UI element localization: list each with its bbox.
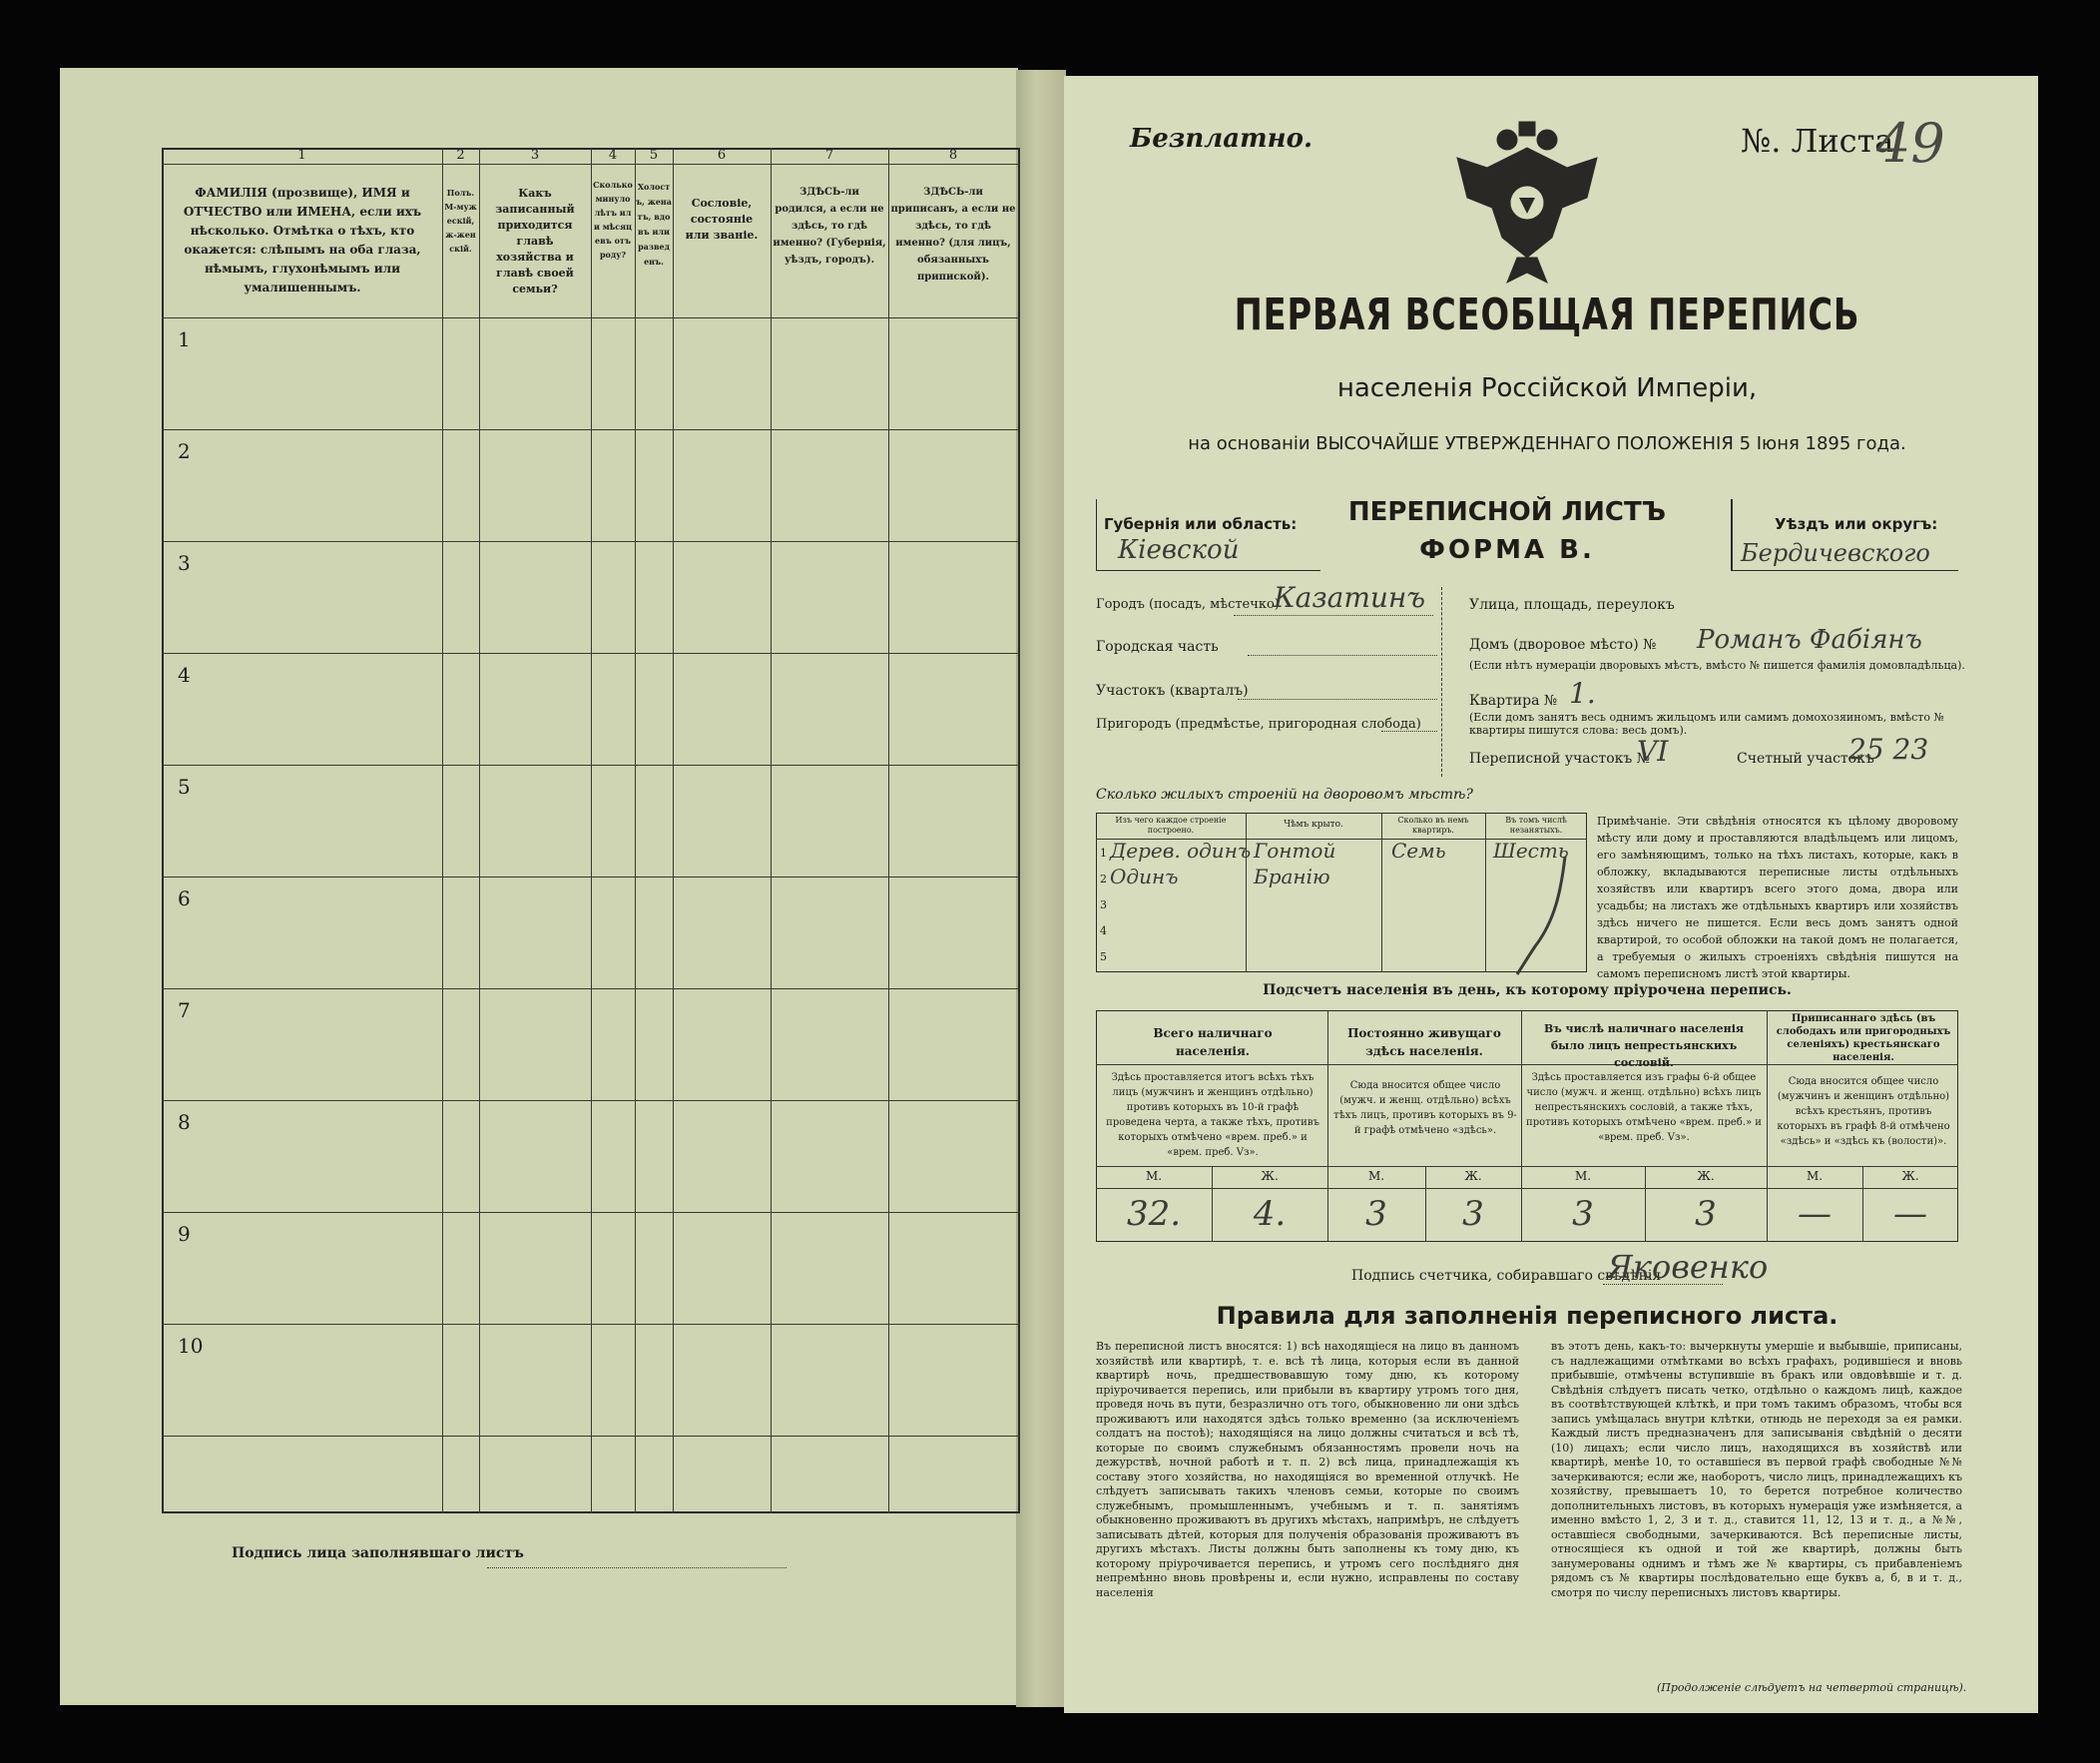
col-header-age: Сколько минуло лѣтъ или мѣсяцевъ отъ роду?	[593, 180, 633, 260]
pop-mz-line	[1096, 1166, 1958, 1167]
dom-note: (Если нѣтъ нумераціи дворовыхъ мѣстъ, вмѣсто № пишется фамилія домовладѣльца).	[1469, 659, 1965, 672]
col-number: 6	[717, 148, 727, 163]
pop-note: Здѣсь проставляется изъ графы 6-й общее число (мужч. и женщ. отдѣльно) всѣхъ лицъ непрестьянскихъ сословій, а также тѣхъ, противъ которыхъ отмѣчено «врем. преб.» и «врем. преб. Vз».	[1526, 1072, 1762, 1143]
ulitsa-label: Улица, площадь, переулокъ	[1469, 597, 1675, 613]
building-col-line	[1246, 813, 1247, 972]
address-line	[1248, 655, 1437, 656]
row-separator	[162, 765, 1020, 766]
pop-sex-label: Ж.	[1901, 1169, 1919, 1183]
col-header-registration: ЗДѢСЬ-ли приписанъ, а если не здѣсь, то гдѣ именно? (для лицъ, обязанныхъ припиской).	[890, 187, 1016, 283]
podschet-title: Подсчетъ населенія въ день, къ которому пріурочена перепись.	[1263, 982, 1792, 998]
dom-label: Домъ (дворовое мѣсто) №	[1469, 637, 1657, 653]
col-number: 5	[649, 148, 659, 163]
building-material: Одинъ	[1110, 865, 1179, 888]
col-number: 8	[948, 148, 958, 163]
col-line-4	[635, 148, 636, 1513]
vacant-strike-mark	[1495, 851, 1575, 980]
pop-value: —	[1798, 1194, 1832, 1234]
guberniya-value: Кіевской	[1118, 535, 1240, 565]
col-line-3	[591, 148, 592, 1513]
building-row-number: 1	[1100, 847, 1107, 860]
address-line	[1238, 699, 1437, 700]
col-number: 3	[530, 148, 540, 163]
pop-header: Въ числѣ наличнаго населенія было лицъ непрестьянскихъ сословій.	[1543, 1022, 1744, 1069]
building-apartments: Семь	[1391, 839, 1446, 863]
row-separator	[162, 1324, 1020, 1325]
pop-value: 3	[1572, 1194, 1594, 1234]
col-line-7	[888, 148, 889, 1513]
row-number: 5	[178, 775, 191, 799]
pop-mz-line-2	[1096, 1188, 1958, 1189]
address-line	[1381, 731, 1437, 732]
rules-title: Правила для заполненія переписного листа.	[1216, 1302, 1838, 1330]
col-header-relation: Какъ записанный приходится главѣ хозяйства и главѣ своей семьи?	[495, 187, 575, 295]
building-roof: Гонтой	[1254, 839, 1336, 863]
building-note: Примѣчаніе. Эти свѣдѣнія относятся къ цѣлому дворовому мѣсту или дому и проставляются владѣльцемъ или лицомъ, его замѣняющимъ, только на тѣхъ листахъ, которые, какъ в обложку, вкладываются переписные листы отдѣльныхъ хозяйствъ или квартиръ всего этого дома, двора или усадьбы; на листахъ же отдѣльныхъ квартиръ или хозяйствъ здѣсь ничего не пишется. Если весь домъ занятъ одной квартирой, то особой обложки на такой домъ не полагается, а требуемыя о жилыхъ строеніяхъ свѣдѣнія пишутся на самомъ переписномъ листѣ этой квартиры.	[1597, 815, 1958, 980]
row-separator	[162, 1100, 1020, 1101]
schetny-label: Счетный участокъ	[1737, 751, 1874, 767]
dom-value: Романъ Фабіянъ	[1697, 625, 1922, 655]
pop-value: 3	[1365, 1194, 1387, 1234]
row-number: 9	[178, 1222, 191, 1246]
building-material: Дерев. одинъ	[1110, 839, 1252, 863]
person-signature-label: Подпись лица заполнявшаго листъ	[232, 1545, 524, 1561]
building-vacant: Шесть	[1493, 839, 1569, 863]
pop-note: Сюда вносится общее число (мужч. и женщ. отдѣльно) всѣхъ тѣхъ лицъ, противъ которыхъ въ 9-й графѣ отмѣчено «здѣсь».	[1333, 1080, 1517, 1136]
col-line-2	[479, 148, 480, 1513]
pop-header: Постоянно живущаго здѣсь населенія.	[1347, 1026, 1501, 1058]
census-title: ПЕРВАЯ ВСЕОБЩАЯ ПЕРЕПИСЬ	[1234, 290, 1860, 340]
address-divider	[1441, 587, 1442, 777]
pop-value: 32.	[1126, 1194, 1182, 1234]
pop-value: —	[1893, 1194, 1927, 1234]
col-line-6	[771, 148, 772, 1513]
form-title: ПЕРЕПИСНОЙ ЛИСТЪ	[1347, 497, 1667, 527]
row-number: 3	[178, 551, 191, 575]
building-col-line	[1485, 813, 1486, 972]
address-line	[1234, 615, 1433, 616]
gorod-label: Городъ (посадъ, мѣстечко)	[1096, 597, 1280, 612]
row-separator	[162, 988, 1020, 989]
building-row-number: 2	[1100, 873, 1107, 885]
uezd-label: Уѣздъ или округъ:	[1775, 515, 1938, 533]
sheet-number-label: №. Листа	[1741, 122, 1894, 160]
imperial-eagle-emblem	[1447, 118, 1607, 288]
guberniya-label: Губернія или область:	[1104, 515, 1298, 533]
row-number: 10	[178, 1334, 204, 1358]
col-number: 4	[608, 148, 618, 163]
pop-sex-label: М.	[1574, 1169, 1592, 1183]
row-separator	[162, 541, 1020, 542]
form-subtitle: ФОРМА В.	[1419, 535, 1595, 565]
row-number: 7	[178, 998, 191, 1022]
pop-value: 3	[1695, 1194, 1717, 1234]
row-separator	[162, 1212, 1020, 1213]
uezd-value: Бердичевского	[1741, 539, 1930, 567]
rules-col-1: Въ переписной листъ вносятся: 1) всѣ находящіеся на лицо въ данномъ хозяйствѣ или квартирѣ, т. е. всѣ тѣ лица, которыя если въ данной квартирѣ ночь, предшествовавшую тому дню, къ которому пріурочивается перепись, или прибыли въ квартиру утромъ того дня, проведя ночь въ пути, безразлично отъ того, обыкновенно ли они здѣсь проживаютъ или находятся здѣсь только временно (за исключеніемъ солдатъ на постоѣ); находящіяся на лицо должны считаться и всѣ тѣ, которые по своимъ служебнымъ обязанностямъ провели ночь на дежурствѣ, ночной работѣ и т. п. 2) всѣ лица, принадлежащія къ составу этого хозяйства, но находящіяся во временной отлучкѣ. Не слѣдуетъ записывать такихъ членовъ семьи, которые по своимъ служебнымъ, промышленнымъ, учебнымъ и т. п. занятіямъ обыкновенно проживаютъ въ другихъ мѣстахъ, напримѣръ, не слѣдуетъ записывать дѣтей, которыя для полученія образованія проживаютъ въ другихъ мѣстахъ. Листы должны быть заполнены къ тому дню, къ которому пріурочивается перепись, и утромъ сего послѣдняго дня непремѣнно вновь провѣрены и, если нужно, исправлены по составу населенія	[1096, 1340, 1519, 1599]
col-header-sex: Полъ. М-мужескій, ж-женскій.	[444, 188, 477, 254]
pop-sex-label: М.	[1145, 1169, 1163, 1183]
col-line-1	[442, 148, 443, 1513]
row-number: 4	[178, 663, 191, 687]
building-header: Въ томъ числѣ незанятыхъ.	[1505, 816, 1567, 835]
row-number: 2	[178, 439, 191, 463]
continuation-note: (Продолженіе слѣдуетъ на четвертой страницѣ).	[1657, 1681, 1967, 1694]
pop-sex-label: М.	[1367, 1169, 1385, 1183]
signature-line	[487, 1567, 787, 1568]
col-header-name: ФАМИЛІЯ (прозвище), ИМЯ и ОТЧЕСТВО или ИМЕНА, если ихъ нѣсколько. Отмѣтка о тѣхъ, кто окажется: слѣпымъ на оба глаза, нѣмымъ, глухонѣмымъ или умалишеннымъ.	[183, 186, 422, 294]
perepis-uchastok-label: Переписной участокъ №	[1469, 751, 1650, 767]
col-number: 1	[297, 148, 306, 163]
building-roof: Бранію	[1254, 865, 1330, 888]
perepis-uchastok-value: VI	[1637, 735, 1669, 768]
book-spine	[1016, 70, 1066, 1707]
kvartira-value: 1.	[1569, 677, 1596, 710]
building-row-number: 3	[1100, 898, 1107, 911]
building-header: Изъ чего каждое строеніе построено.	[1115, 816, 1227, 835]
pop-sex-label: М.	[1806, 1169, 1824, 1183]
gorod-value: Казатинъ	[1274, 581, 1426, 614]
row-separator	[162, 1436, 1020, 1437]
prigorod-label: Пригородъ (предмѣстье, пригородная слобода)	[1096, 717, 1421, 732]
col-number: 7	[824, 148, 834, 163]
census-subtitle: населенія Россійской Имперіи,	[1336, 373, 1758, 403]
sheet-number: 49	[1876, 112, 1945, 175]
building-header: Сколько въ немъ квартиръ.	[1397, 816, 1469, 835]
kvartira-note: (Если домъ занятъ весь однимъ жильцомъ или самимъ домохозяиномъ, вмѣсто № квартиры пишутся слова: весь домъ).	[1469, 711, 1944, 737]
col-header-birthplace: ЗДѢСЬ-ли родился, а если не здѣсь, то гдѣ именно? (Губернія, уѣздъ, городъ).	[773, 187, 886, 266]
col-number: 2	[456, 148, 465, 163]
gorod-chast-label: Городская часть	[1096, 639, 1219, 655]
row-separator	[162, 653, 1020, 654]
building-row-number: 4	[1100, 924, 1107, 937]
pop-note: Сюда вносится общее число (мужчинъ и женщинъ отдѣльно) всѣхъ крестьянъ, противъ которыхъ въ графѣ 8-й отмѣчено «здѣсь» и «здѣсь къ (волости)».	[1777, 1076, 1950, 1147]
pop-sex-label: Ж.	[1261, 1169, 1279, 1183]
pop-header: Приписаннаго здѣсь (въ слободахъ или пригородныхъ селеніяхъ) крестьянскаго населенія.	[1776, 1013, 1951, 1063]
pop-header: Всего наличнаго населенія.	[1153, 1026, 1273, 1058]
census-basis: на основаніи ВЫСОЧАЙШЕ УТВЕРЖДЕННАГО ПОЛОЖЕНІЯ 5 Іюня 1895 года.	[1188, 433, 1906, 454]
building-col-line	[1381, 813, 1382, 972]
zhilye-label: Сколько жилыхъ строеній на дворовомъ мѣстѣ?	[1096, 787, 1473, 803]
pop-sex-label: Ж.	[1464, 1169, 1482, 1183]
schetny-value: 25 23	[1848, 733, 1929, 766]
col-header-marital: Холостъ, женатъ, вдовъ или разведенъ.	[636, 182, 672, 267]
kvartira-label: Квартира №	[1469, 693, 1558, 709]
pop-sex-label: Ж.	[1697, 1169, 1715, 1183]
row-separator	[162, 877, 1020, 878]
building-row-number: 5	[1100, 950, 1107, 963]
free-label: Безплатно.	[1130, 124, 1312, 154]
rules-col-2: въ этотъ день, какъ-то: вычеркнуты умершіе и выбывшіе, приписаны, съ надлежащими отмѣтками во всѣхъ графахъ, родившіеся и вновь прибывшіе, отмѣчены вступившіе въ бракъ или овдовѣвшіе и т. д. Свѣдѣнія слѣдуетъ писать четко, отдѣльно о каждомъ лицѣ, каждое въ соотвѣтствующей клѣткѣ, и при томъ такимъ образомъ, чтобы вся запись умѣщалась внутри клѣтки, отнюдь не переходя за ея рамки. Каждый листъ предназначенъ для записыванія свѣдѣній о десяти (10) лицахъ; если число лицъ, находящихся въ хозяйствѣ или квартирѣ, менѣе 10, то оставшіеся въ первой графѣ свободные №№ зачеркиваются; если же, наоборотъ, число лицъ, принадлежащихъ къ хозяйству, превышаетъ 10, то берется потребное количество дополнительныхъ листовъ, въ которыхъ нумерація уже измѣняется, а именно вмѣсто 1, 2, 3 и т. д., ставится 11, 12, 13 и т. д., а №№, оставшіеся свободными, зачеркиваются. Всѣ переписные листы, относящіеся къ одной и той же квартирѣ, должны быть занумерованы однимъ и тѣмъ же № квартиры, съ прибавленіемъ рядомъ съ № квартиры послѣдовательно еще буквъ а, б, в и т. д., смотря по числу переписныхъ листовъ квартиры.	[1551, 1340, 1962, 1599]
row-number: 1	[178, 327, 191, 351]
schetchik-signature: Яковенко	[1607, 1248, 1769, 1286]
pop-value: 4.	[1253, 1194, 1287, 1234]
schetchik-label: Подпись счетчика, собиравшаго свѣдѣнія	[1351, 1268, 1662, 1284]
col-line-5	[673, 148, 674, 1513]
row-number: 8	[178, 1110, 191, 1134]
col-header-estate: Сословіе, состояніе или званіе.	[685, 197, 759, 242]
row-number: 6	[178, 886, 191, 910]
building-header: Чѣмъ крыто.	[1284, 820, 1343, 830]
row-separator	[162, 429, 1020, 430]
uchastok-label: Участокъ (кварталъ)	[1096, 683, 1249, 699]
pop-note: Здѣсь проставляется итогъ всѣхъ тѣхъ лицъ (мужчинъ и женщинъ отдѣльно) противъ которыхъ въ 10-й графѣ проведена черта, а также тѣхъ, противъ которыхъ отмѣчено «врем. преб.» и «врем. преб. Vз».	[1106, 1072, 1319, 1158]
pop-value: 3	[1462, 1194, 1484, 1234]
